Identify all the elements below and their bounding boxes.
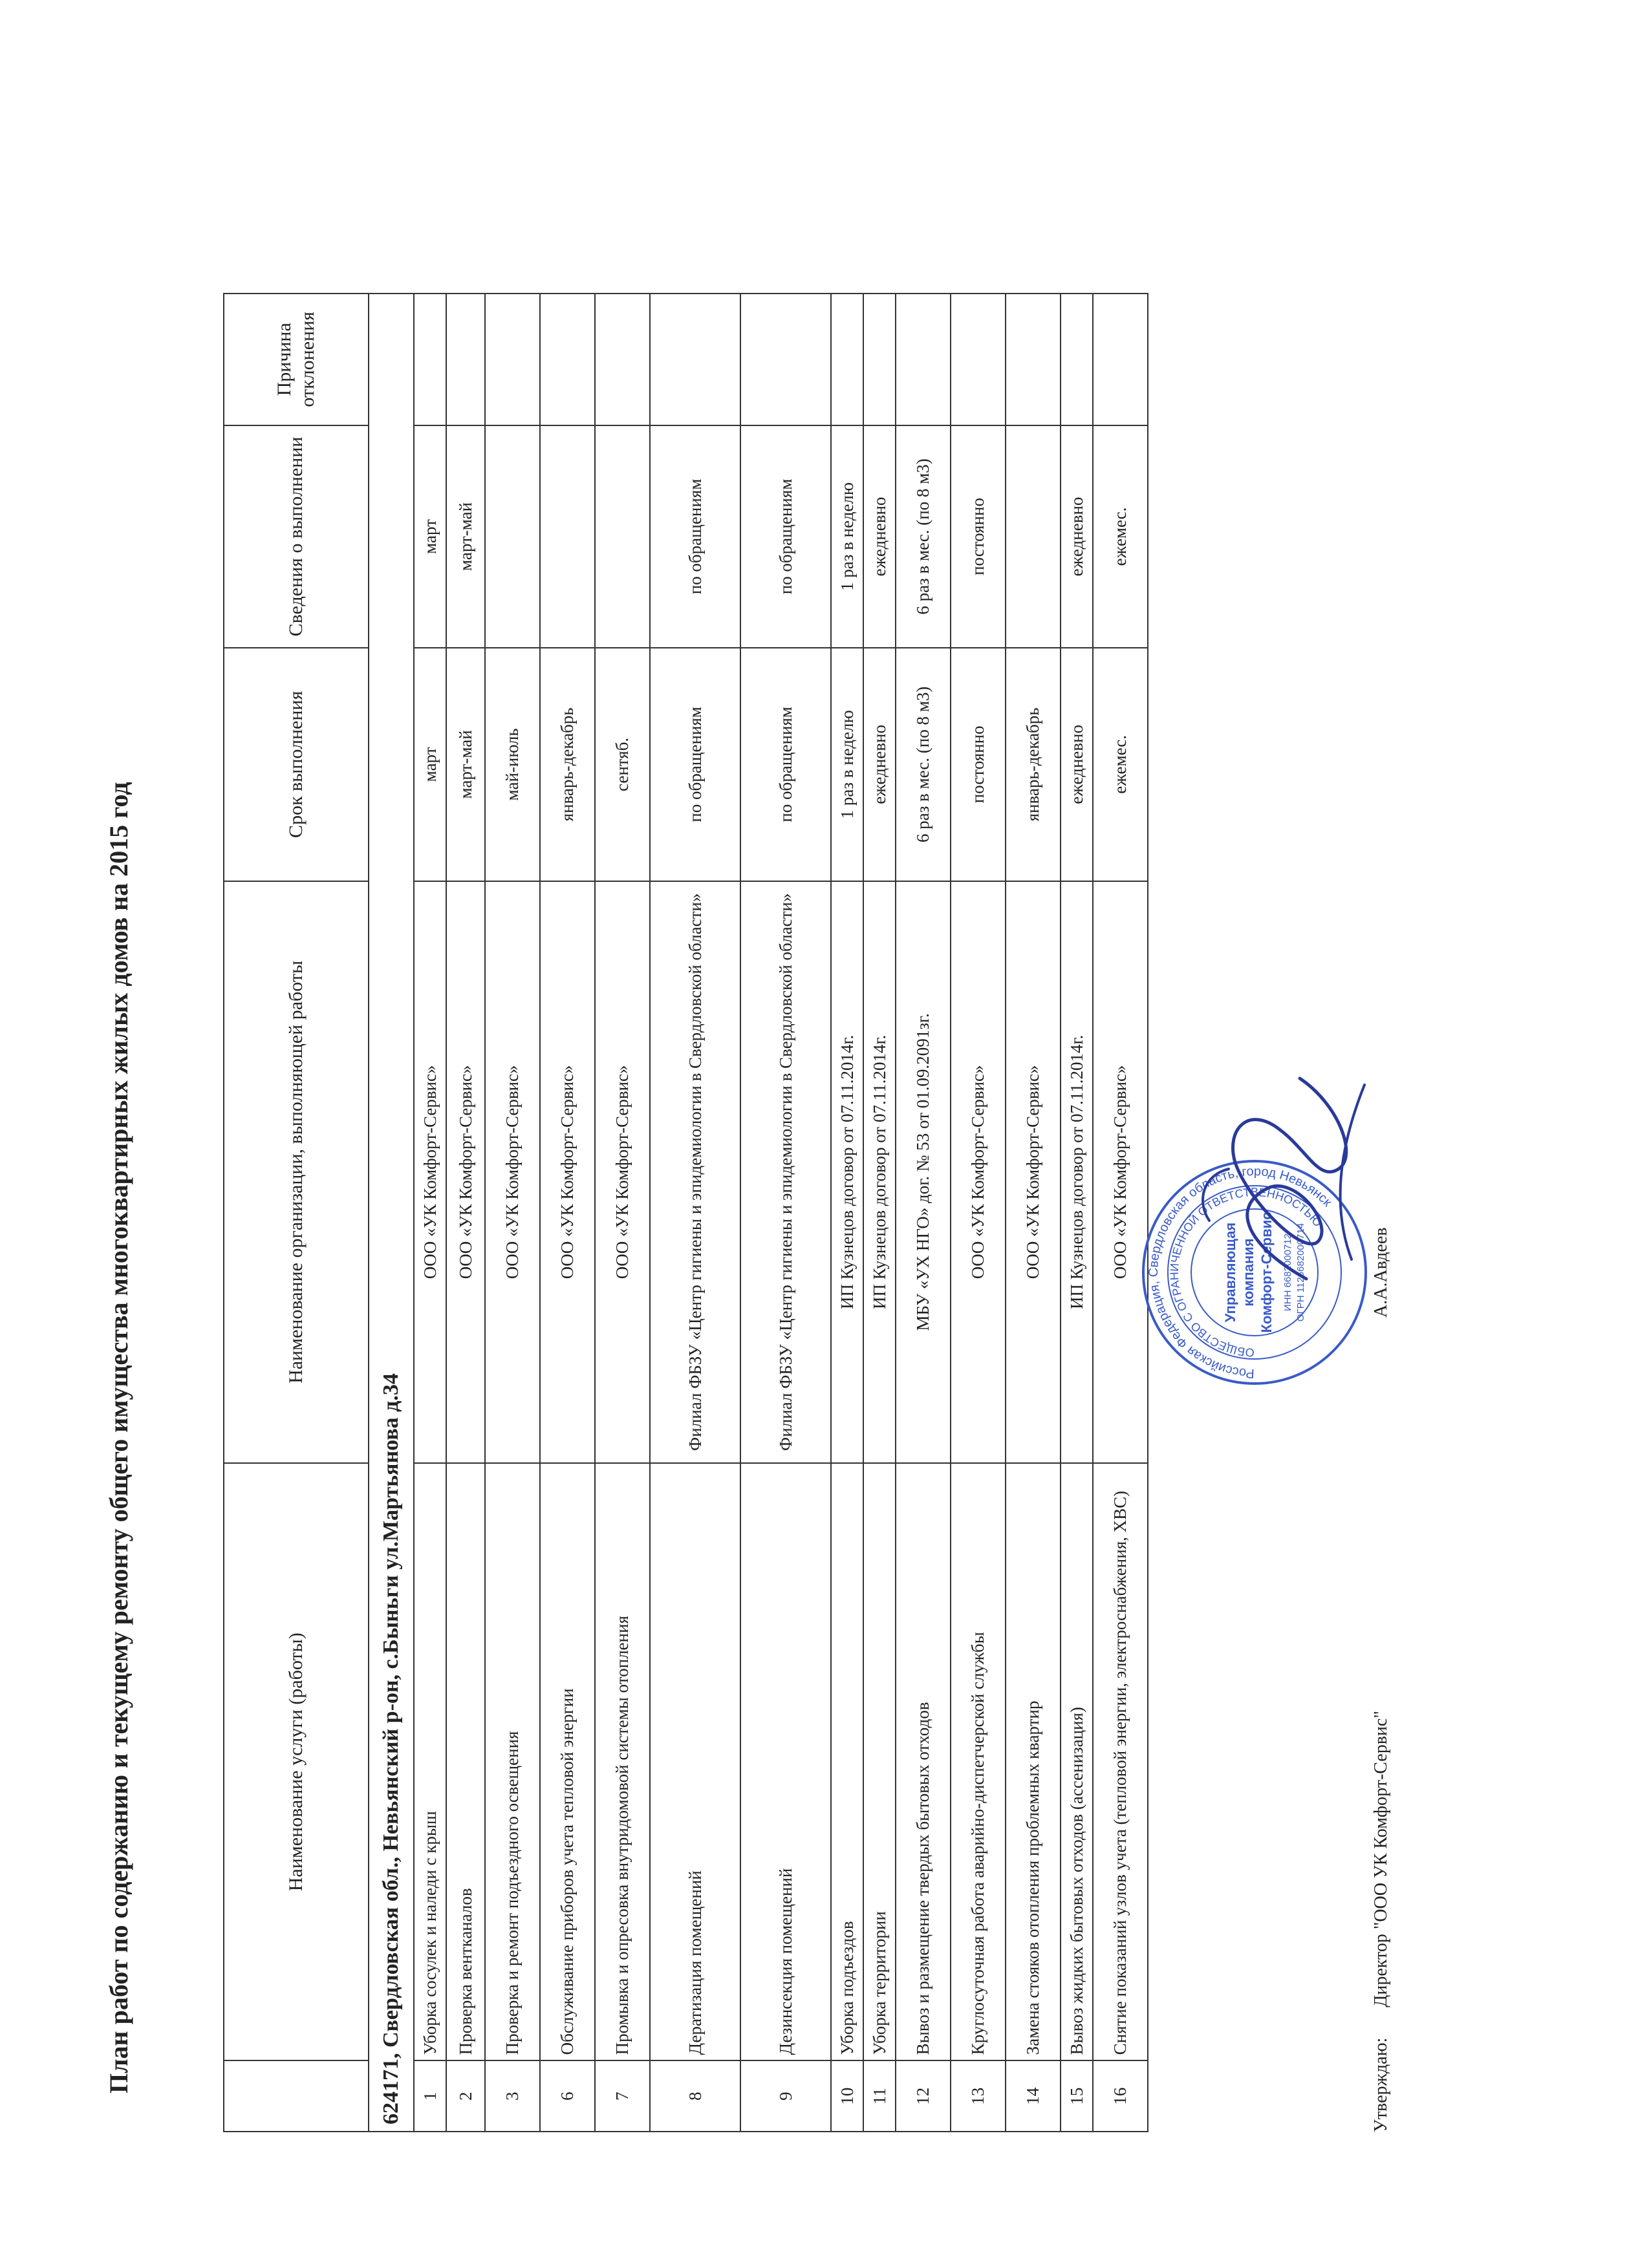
completion: ежедневно (1061, 425, 1093, 648)
stamp-center-line1: Управляющая (1222, 1222, 1238, 1323)
term: январь-декабрь (1006, 648, 1061, 881)
deviation-reason (595, 294, 650, 425)
deviation-reason (1006, 294, 1061, 425)
completion: 1 раз в неделю (831, 425, 863, 648)
service-name: Промывка и опресовка внутридомовой системы отопления (595, 1463, 650, 2060)
deviation-reason (831, 294, 863, 425)
term: март (414, 648, 446, 881)
table-row (896, 294, 951, 2132)
deviation-reason (1093, 294, 1148, 425)
stamp-ogrn: ОГРН 1126682000714 (1295, 1223, 1306, 1322)
organization-name: Филиал ФБЗУ «Центр гигиены и эпидемиологии в Свердловской области» (740, 881, 831, 1464)
work-plan-table (223, 293, 1148, 2132)
organization-name: ООО «УК Комфорт-Сервис» (414, 881, 446, 1464)
term: ежемес. (1093, 648, 1148, 881)
service-name: Круглосуточная работа аварийно-диспетчерской службы (951, 1463, 1006, 2060)
organization-name: ООО «УК Комфорт-Сервис» (1093, 881, 1148, 1464)
service-name: Вывоз жидких бытовых отходов (ассенизация) (1061, 1463, 1093, 2060)
organization-name: ООО «УК Комфорт-Сервис» (1006, 881, 1061, 1464)
header-number (224, 2060, 369, 2132)
director-position: Директор "ООО УК Комфорт-Сервис" (1371, 1711, 1391, 2007)
completion: март-май (446, 425, 485, 648)
stamp-outer-text: Российская Федерация, Свердловская область, город Невьянск (1146, 1164, 1335, 1381)
organization-name: ИП Кузнецов договор от 07.11.2014г. (1061, 881, 1093, 1464)
service-name: Дератизация помещений (650, 1463, 740, 2060)
organization-name: Филиал ФБЗУ «Центр гигиены и эпидемиологии в Свердловской области» (650, 881, 740, 1464)
service-name: Уборка сосулек и наледи с крыш (414, 1463, 446, 2060)
header-deviation-reason: Причина отклонения (224, 294, 369, 425)
deviation-reason (863, 294, 896, 425)
row-number: 12 (896, 2060, 951, 2132)
deviation-reason (414, 294, 446, 425)
deviation-reason (540, 294, 595, 425)
organization-name: МБУ «УХ НГО» дог. № 53 от 01.09.2091зг. (896, 881, 951, 1464)
organization-name: ООО «УК Комфорт-Сервис» (951, 881, 1006, 1464)
organization-name: ИП Кузнецов договор от 07.11.2014г. (831, 881, 863, 1464)
completion: 6 раз в мес. (по 8 м3) (896, 425, 951, 648)
deviation-reason (446, 294, 485, 425)
table-row (595, 294, 650, 2132)
header-completion: Сведения о выполнении (224, 425, 369, 648)
approval-label: Утверждаю: (1371, 2037, 1391, 2132)
row-number: 11 (863, 2060, 896, 2132)
table-row (831, 294, 863, 2132)
completion: ежемес. (1093, 425, 1148, 648)
row-number: 2 (446, 2060, 485, 2132)
approval-line (1371, 581, 1392, 2132)
service-name: Замена стояков отопления проблемных квартир (1006, 1463, 1061, 2060)
term: май-июль (485, 648, 540, 881)
row-number: 13 (951, 2060, 1006, 2132)
completion: по обращениям (650, 425, 740, 648)
deviation-reason (485, 294, 540, 425)
organization-name: ООО «УК Комфорт-Сервис» (540, 881, 595, 1464)
deviation-reason (896, 294, 951, 425)
term: постоянно (951, 648, 1006, 881)
service-name: Уборка территории (863, 1463, 896, 2060)
stamp-center-line3: Комфорт-Сервис (1258, 1212, 1275, 1333)
row-number: 15 (1061, 2060, 1093, 2132)
service-name: Снятие показаний узлов учета (тепловой энергии, электроснабжения, ХВС) (1093, 1463, 1148, 2060)
deviation-reason (650, 294, 740, 425)
document-title: План работ по содержанию и текущему ремонту общего имущества многоквартирных жилых домов на 2015 год (104, 782, 133, 2093)
header-service: Наименование услуги (работы) (224, 1463, 369, 2060)
table-row (863, 294, 896, 2132)
row-number: 10 (831, 2060, 863, 2132)
header-organization: Наименование организации, выполняющей работы (224, 881, 369, 1464)
header-term: Срок выполнения (224, 648, 369, 881)
table-row (446, 294, 485, 2132)
term: январь-декабрь (540, 648, 595, 881)
row-number: 3 (485, 2060, 540, 2132)
deviation-reason (740, 294, 831, 425)
stamp-inn: ИНН 6682000712 (1282, 1233, 1293, 1312)
table-header-row (224, 294, 369, 2132)
row-number: 7 (595, 2060, 650, 2132)
completion (1006, 425, 1061, 648)
organization-name: ООО «УК Комфорт-Сервис» (595, 881, 650, 1464)
term: ежедневно (863, 648, 896, 881)
completion (595, 425, 650, 648)
table-row (740, 294, 831, 2132)
term: 1 раз в неделю (831, 648, 863, 881)
table-row (951, 294, 1006, 2132)
service-name: Вывоз и размещение твердых бытовых отходов (896, 1463, 951, 2060)
term: ежедневно (1061, 648, 1093, 881)
completion (485, 425, 540, 648)
table-row (414, 294, 446, 2132)
term: по обращениям (740, 648, 831, 881)
row-number: 8 (650, 2060, 740, 2132)
completion: ежедневно (863, 425, 896, 648)
table-row (650, 294, 740, 2132)
table-row (1006, 294, 1061, 2132)
address-row (369, 294, 414, 2132)
term: 6 раз в мес. (по 8 м3) (896, 648, 951, 881)
director-signature (1170, 1059, 1390, 1298)
service-name: Проверка вентканалов (446, 1463, 485, 2060)
deviation-reason (1061, 294, 1093, 425)
completion: постоянно (951, 425, 1006, 648)
organization-name: ИП Кузнецов договор от 07.11.2014г. (863, 881, 896, 1464)
completion (540, 425, 595, 648)
organization-name: ООО «УК Комфорт-Сервис» (485, 881, 540, 1464)
completion: март (414, 425, 446, 648)
address-cell: 624171, Свердловская обл., Невьянский р-он, с.Быньги ул.Мартьянова д.34 (369, 294, 414, 2132)
stamp-center-line2: компания (1240, 1238, 1256, 1307)
service-name: Проверка и ремонт подъездного освещения (485, 1463, 540, 2060)
row-number: 16 (1093, 2060, 1148, 2132)
organization-name: ООО «УК Комфорт-Сервис» (446, 881, 485, 1464)
service-name: Уборка подъездов (831, 1463, 863, 2060)
service-name: Обслуживание приборов учета тепловой энергии (540, 1463, 595, 2060)
deviation-reason (951, 294, 1006, 425)
completion: по обращениям (740, 425, 831, 648)
row-number: 6 (540, 2060, 595, 2132)
row-number: 14 (1006, 2060, 1061, 2132)
stamp-ring-text: ОБЩЕСТВО С ОГРАНИЧЕННОЙ ОТВЕТСТВЕННОСТЬЮ (1167, 1185, 1325, 1360)
row-number: 9 (740, 2060, 831, 2132)
term: сентяб. (595, 648, 650, 881)
term: по обращениям (650, 648, 740, 881)
service-name: Дезинсекция помещений (740, 1463, 831, 2060)
table-row (1061, 294, 1093, 2132)
term: март-май (446, 648, 485, 881)
table-row (485, 294, 540, 2132)
signer-name: А.А.Авдеев (1371, 1227, 1391, 1318)
table-row (540, 294, 595, 2132)
row-number: 1 (414, 2060, 446, 2132)
